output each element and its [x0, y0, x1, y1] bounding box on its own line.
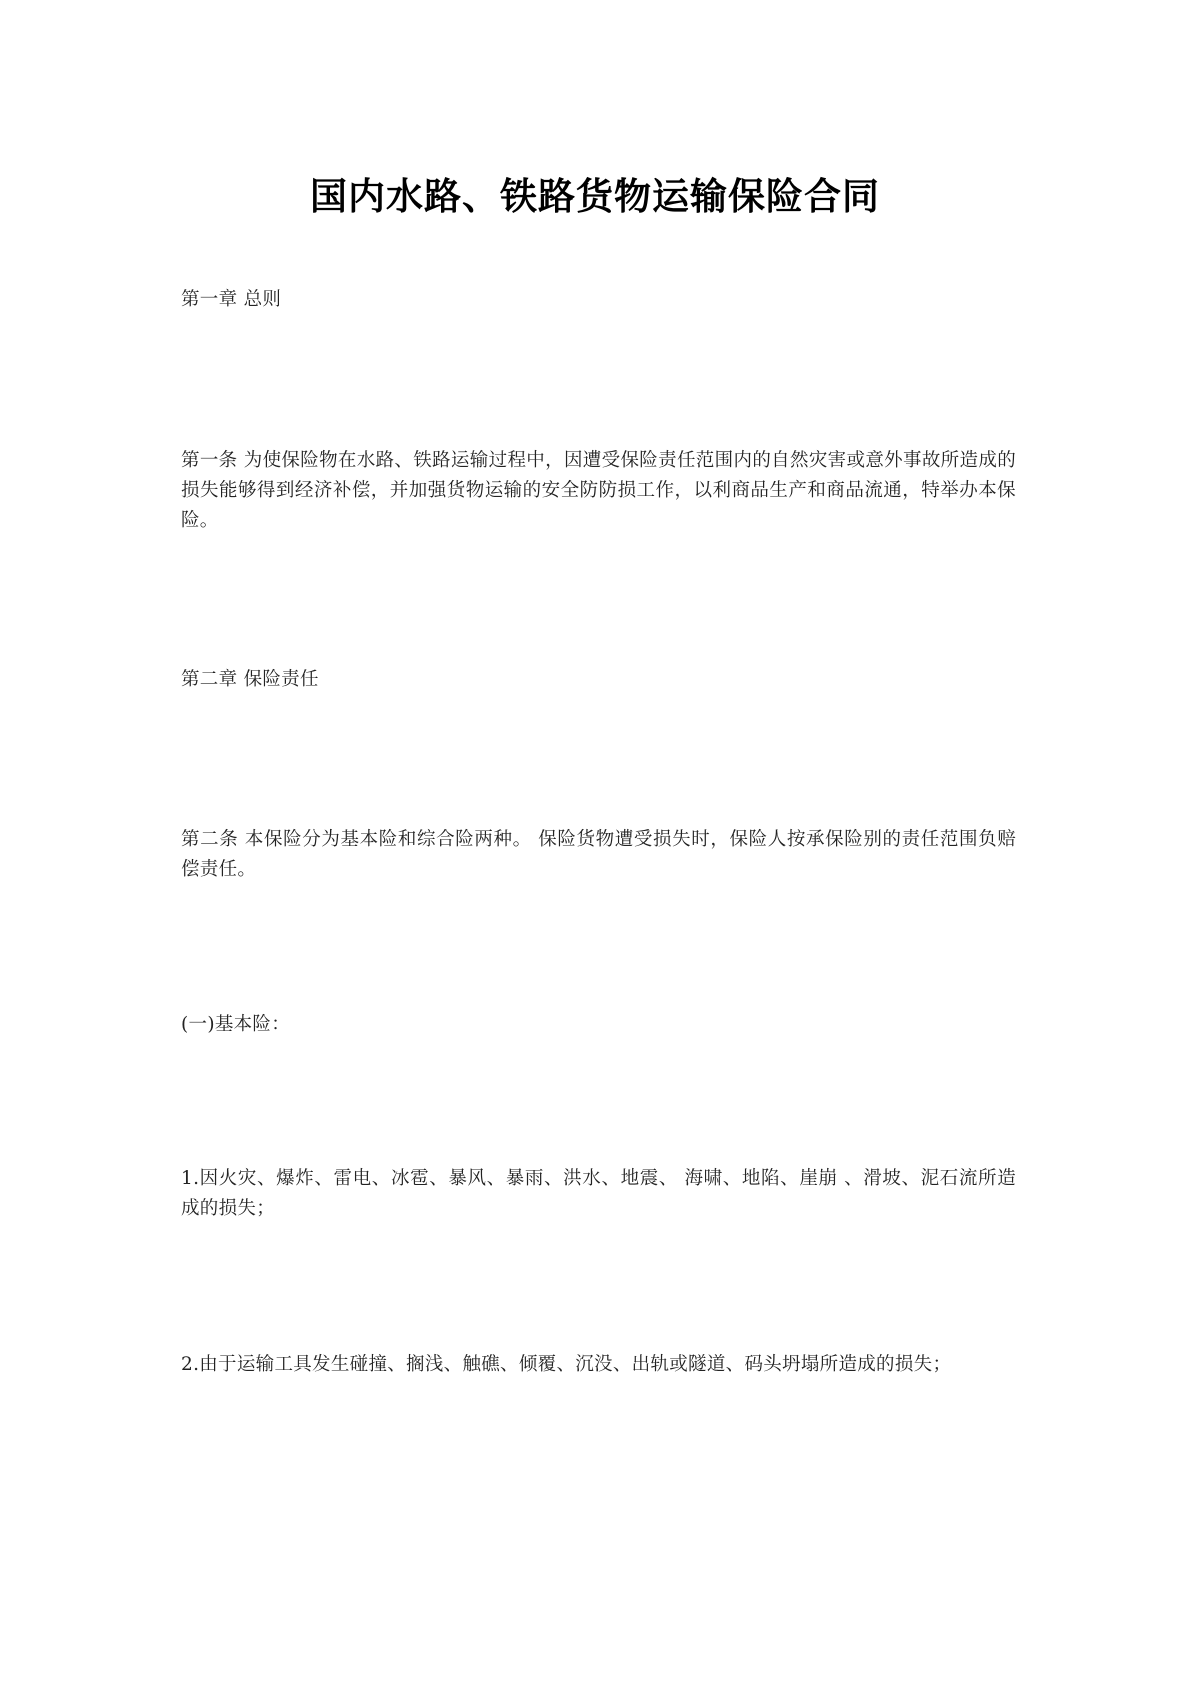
chapter-1-heading: 第一章 总则 [181, 289, 282, 310]
document-title: 国内水路、铁路货物运输保险合同 [310, 174, 880, 218]
section-basic-insurance: (一)基本险： [181, 1014, 291, 1035]
chapter-2-heading: 第二章 保险责任 [181, 669, 319, 690]
list-item-2: 2.由于运输工具发生碰撞、搁浅、触礁、倾覆、沉没、出轨或隧道、码头坍塌所造成的损失； [181, 1354, 952, 1375]
article-1: 第一条 为使保险物在水路、铁路运输过程中，因遭受保险责任范围内的自然灾害或意外事故所造成的损失能够得到经济补偿，并加强货物运输的安全防防损工作，以利商品生产和商品流通，特举办本保险。 [181, 450, 1016, 531]
article-2: 第二条 本保险分为基本险和综合险两种。 保险货物遭受损失时，保险人按承保险别的责任范围负赔偿责任。 [181, 829, 1016, 880]
list-item-1: 1.因火灾、爆炸、雷电、冰雹、暴风、暴雨、洪水、地震、 海啸、地陷、崖崩 、滑坡、泥石流所造成的损失； [181, 1168, 1016, 1219]
